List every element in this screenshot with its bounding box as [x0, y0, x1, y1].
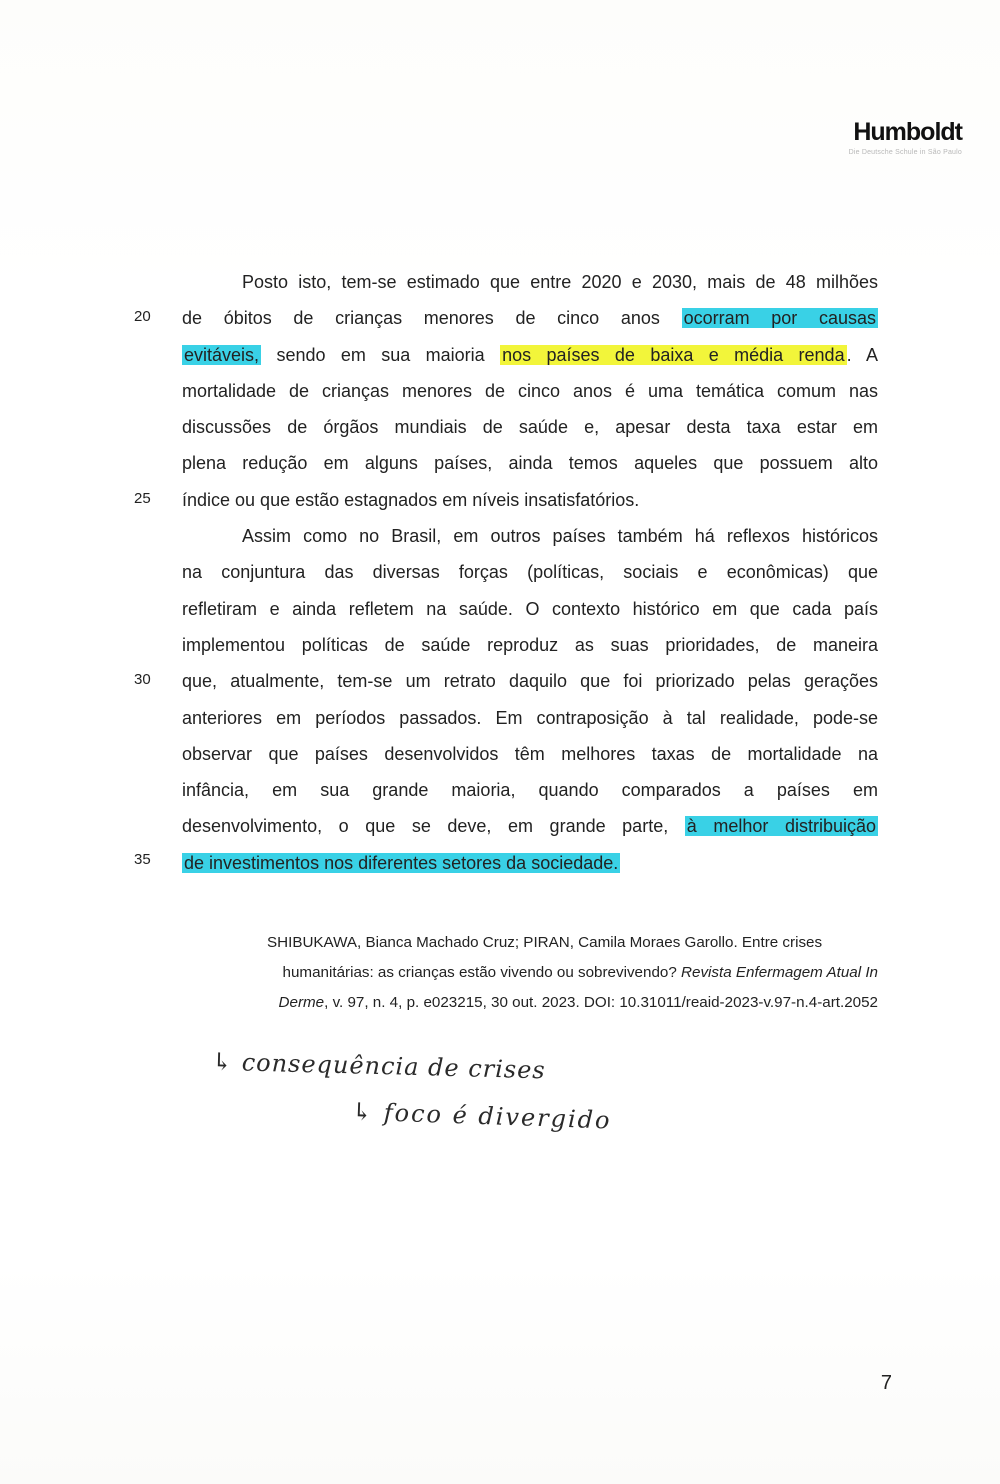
text-line: na conjuntura das diversas forças (políticas, sociais e econômicas) que	[182, 562, 878, 583]
citation	[220, 928, 878, 1018]
text-line: Assim como no Brasil, em outros países também há reflexos históricos	[242, 526, 878, 547]
line-number-35: 35	[134, 851, 151, 868]
highlighted-text: evitáveis,	[184, 344, 260, 365]
text-line	[182, 808, 878, 844]
text-line	[182, 845, 878, 881]
journal-title: Derme	[278, 994, 325, 1011]
handwritten-note: ↳ foco é divergido	[351, 1097, 612, 1135]
line-number-25: 25	[134, 490, 151, 507]
highlight-group	[500, 345, 878, 365]
text-line: plena redução em alguns países, ainda temos aqueles que possuem alto	[182, 453, 878, 474]
text-line: infância, em sua grande maioria, quando comparados a países em	[182, 780, 878, 801]
citation-line	[220, 958, 878, 988]
line-number-30: 30	[134, 671, 151, 688]
highlighted-text: de investimentos nos diferentes setores da sociedade.	[184, 852, 619, 873]
text-line: observar que países desenvolvidos têm melhores taxas de mortalidade na	[182, 743, 878, 764]
highlighted-text: ocorram por causas	[683, 308, 876, 329]
citation-line	[220, 988, 878, 1018]
text-line: implementou políticas de saúde reproduz as suas prioridades, de maneira	[182, 634, 878, 655]
handwritten-note: ↳ consequência de crises	[211, 1047, 547, 1085]
text-line: mortalidade de crianças menores de cinco anos é uma temática comum nas	[182, 380, 878, 401]
text-line: índice ou que estão estagnados em níveis insatisfatórios.	[182, 489, 640, 510]
page-number: 7	[880, 1372, 892, 1394]
text-line: que, atualmente, tem-se um retrato daquilo que foi priorizado pelas gerações	[182, 671, 878, 692]
text-line	[182, 300, 878, 336]
text-segment: . A	[846, 344, 878, 365]
body-text	[182, 264, 878, 881]
text-line: discussões de órgãos mundiais de saúde e, apesar desta taxa estar em	[182, 417, 878, 438]
text-line: refletiram e ainda refletem na saúde. O contexto histórico em que cada país	[182, 598, 878, 619]
highlighted-text: à melhor distribuição	[686, 816, 877, 837]
humboldt-logo	[849, 118, 962, 156]
citation-line: SHIBUKAWA, Bianca Machado Cruz; PIRAN, Camila Moraes Garollo. Entre crises	[267, 934, 823, 951]
text-segment: sendo em sua maioria	[276, 344, 485, 365]
citation-text: , v. 97, n. 4, p. e023215, 30 out. 2023. DOI: 10.31011/reaid-2023-v.97-n.4-art.2052	[324, 994, 878, 1011]
logo-subtitle: Die Deutsche Schule in São Paulo	[848, 149, 962, 156]
line-number-20: 20	[134, 308, 151, 325]
text-line: anteriores em períodos passados. Em contraposição à tal realidade, pode-se	[182, 707, 878, 728]
text-line: Posto isto, tem-se estimado que entre 2020 e 2030, mais de 48 milhões	[242, 272, 878, 292]
journal-title: Revista Enfermagem Atual In	[681, 964, 878, 981]
text-segment: de óbitos de crianças menores de cinco anos	[182, 308, 660, 329]
citation-text: humanitárias: as crianças estão vivendo ou sobrevivendo?	[282, 964, 677, 981]
text-line	[182, 337, 878, 373]
logo-name: Humboldt	[853, 118, 962, 146]
text-segment: desenvolvimento, o que se deve, em grande parte,	[182, 816, 669, 837]
highlighted-text: nos países de baixa e média renda	[502, 344, 845, 365]
